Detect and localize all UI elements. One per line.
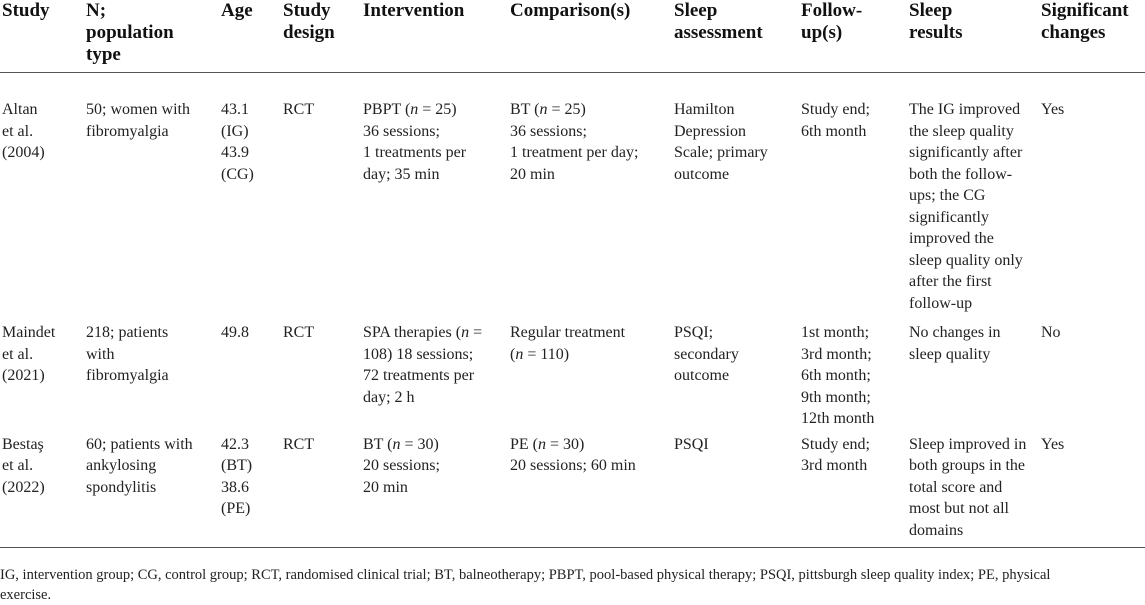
cell-age: 49.8 [221,324,249,341]
cell-sleep-results: The IG improved the sleep quality significantly after both the follow- ups; the CG significantly improved the sleep quality only after the first follow-up [909,101,1023,312]
cell-intervention: BT (n = 30) 20 sessions; 20 min [361,430,508,548]
header-population: N; population type [84,0,219,73]
cell-design: RCT [281,430,361,548]
cell-sleep-assessment: Hamilton Depression Scale; primary outcome [674,101,768,183]
header-sleep-results: Sleep results [907,0,1039,73]
cell-comparison: BT (n = 25) 36 sessions; 1 treatment per day; 20 min [510,101,639,183]
cell-design: RCT [283,101,315,118]
header-significant-changes: Significant changes [1039,0,1145,73]
cell-significant: Yes [1039,430,1145,548]
cell-age: 43.1 (IG) 43.9 (CG) [221,101,254,183]
cell-follow-up: Study end; 3rd month [799,430,907,548]
cell-follow-up: 1st month; 3rd month; 6th month; 9th month; 12th month [801,324,875,427]
table-row [0,430,1145,548]
cell-comparison: Regular treatment (n = 110) [510,324,626,363]
header-sleep-assessment: Sleep assessment [672,0,799,73]
cell-comparison: PE (n = 30) 20 sessions; 60 min [508,430,672,548]
cell-population: 218; patients with fibromyalgia [86,324,169,384]
cell-significant: Yes [1041,101,1065,118]
cell-significant: No [1041,324,1061,341]
cell-sleep-assessment: PSQI [672,430,799,548]
header-age: Age [219,0,281,73]
cell-age: 42.3 (BT) 38.6 (PE) [219,430,281,548]
header-study: Study [0,0,84,73]
cell-sleep-assessment: PSQI; secondary outcome [674,324,739,384]
header-study-design: Study design [281,0,361,73]
cell-design: RCT [283,324,315,341]
header-row [0,0,1145,73]
cell-study: Maindet et al. (2021) [2,324,56,384]
header-comparisons: Comparison(s) [508,0,672,73]
cell-population: 50; women with fibromyalgia [86,101,190,140]
table-row [0,73,1145,315]
cell-sleep-results: No changes in sleep quality [909,324,1001,363]
table-footnote: IG, intervention group; CG, control group; RCT, randomised clinical trial; BT, balneotherapy; PBPT, pool-based physical therapy; PSQI, pittsburgh sleep quality index; PE, physical exercise. [0,567,1051,603]
cell-study: Bestaş et al. (2022) [0,430,84,548]
cell-follow-up: Study end; 6th month [801,101,870,140]
header-follow-ups: Follow- up(s) [799,0,907,73]
cell-study: Altan et al. (2004) [2,101,45,161]
cell-intervention: SPA therapies (n = 108) 18 sessions; 72 treatments per day; 2 h [363,324,483,406]
cell-population: 60; patients with ankylosing spondylitis [84,430,219,548]
cell-intervention: PBPT (n = 25) 36 sessions; 1 treatments per day; 35 min [363,101,467,183]
cell-sleep-results: Sleep improved in both groups in the total score and most but not all domains [907,430,1039,548]
table-row [0,314,1145,430]
header-intervention: Intervention [361,0,508,73]
